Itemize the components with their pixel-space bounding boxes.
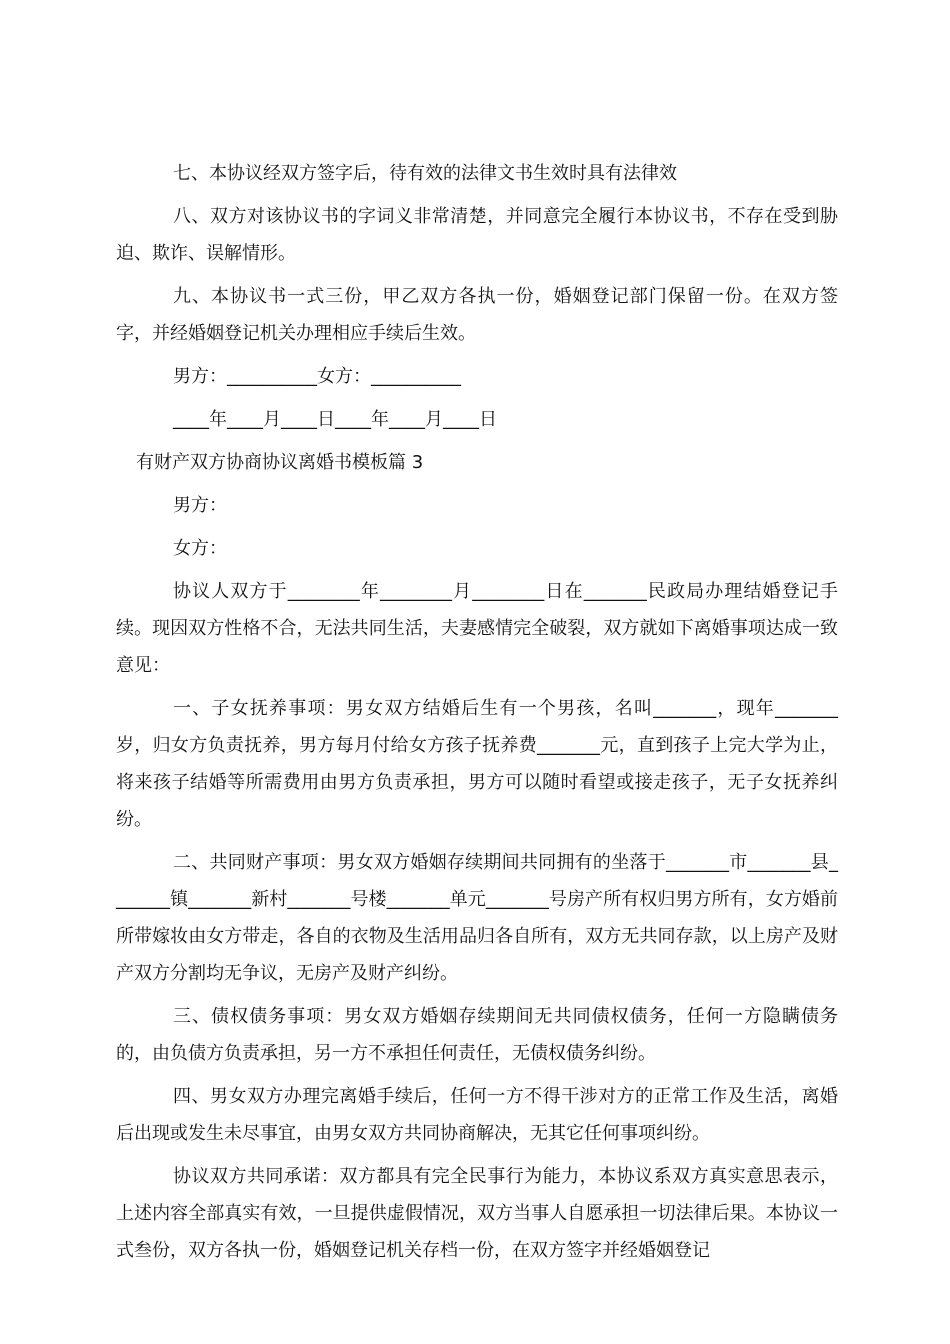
paragraph-commitment: 协议双方共同承诺：双方都具有完全民事行为能力，本协议系双方真实意思表示，上述内容全部真实有效，一旦提供虚假情况，双方当事人自愿承担一切法律后果。本协议一式叁份，双方各执一份，婚姻登记机关存档一份，在双方签字并经婚姻登记 bbox=[116, 1166, 838, 1261]
section-title: 有财产双方协商协议离婚书模板篇 3 bbox=[136, 452, 424, 473]
paragraph-article-7: 七、本协议经双方签字后，待有效的法律文书生效时具有法律效 bbox=[173, 163, 677, 184]
paragraph-debts: 三、债权债务事项：男女双方婚姻存续期间无共同债权债务，任何一方隐瞒债务的，由负债方负责承担，另一方不承担任何责任，无债权债务纠纷。 bbox=[116, 1006, 838, 1064]
man-label: 男方： bbox=[173, 495, 227, 516]
paragraph-intro: 协议人双方于________年________月________日在_______民政局办理结婚登记手续。现因双方性格不合，无法共同生活，夫妻感情完全破裂，双方就如下离婚事项达成一致意见： bbox=[116, 581, 838, 676]
document-body bbox=[116, 155, 838, 1275]
paragraph-article-9: 九、本协议书一式三份，甲乙双方各执一份，婚姻登记部门保留一份。在双方签字，并经婚姻登记机关办理相应手续后生效。 bbox=[116, 286, 838, 344]
paragraph-article-8: 八、双方对该协议书的字词义非常清楚，并同意完全履行本协议书，不存在受到胁迫、欺诈、误解情形。 bbox=[116, 206, 838, 264]
paragraph-child-custody: 一、子女抚养事项：男女双方结婚后生有一个男孩，名叫_______，现年_______岁，归女方负责抚养，男方每月付给女方孩子抚养费_______元，直到孩子上完大学为止，将来孩子结婚等所需费用由男方负责承担，男方可以随时看望或接走孩子，无子女抚养纠纷。 bbox=[116, 698, 838, 830]
paragraph-property: 二、共同财产事项：男女双方婚姻存续期间共同拥有的坐落于_______市_______县_______镇_______新村_______号楼_______单元_______号房产所有权归男方所有，女方婚前所带嫁妆由女方带走，各自的衣物及生活用品归各自所有，双方无共同存款，以上房产及财产双方分割均无争议，无房产及财产纠纷。 bbox=[116, 852, 838, 984]
paragraph-non-interference: 四、男女双方办理完离婚手续后，任何一方不得干涉对方的正常工作及生活，离婚后出现或发生未尽事宜，由男女双方共同协商解决，无其它任何事项纠纷。 bbox=[116, 1086, 838, 1144]
date-line: ____年____月____日____年____月____日 bbox=[173, 409, 497, 430]
woman-label: 女方： bbox=[173, 538, 227, 559]
signature-line: 男方：__________女方：__________ bbox=[173, 366, 461, 387]
